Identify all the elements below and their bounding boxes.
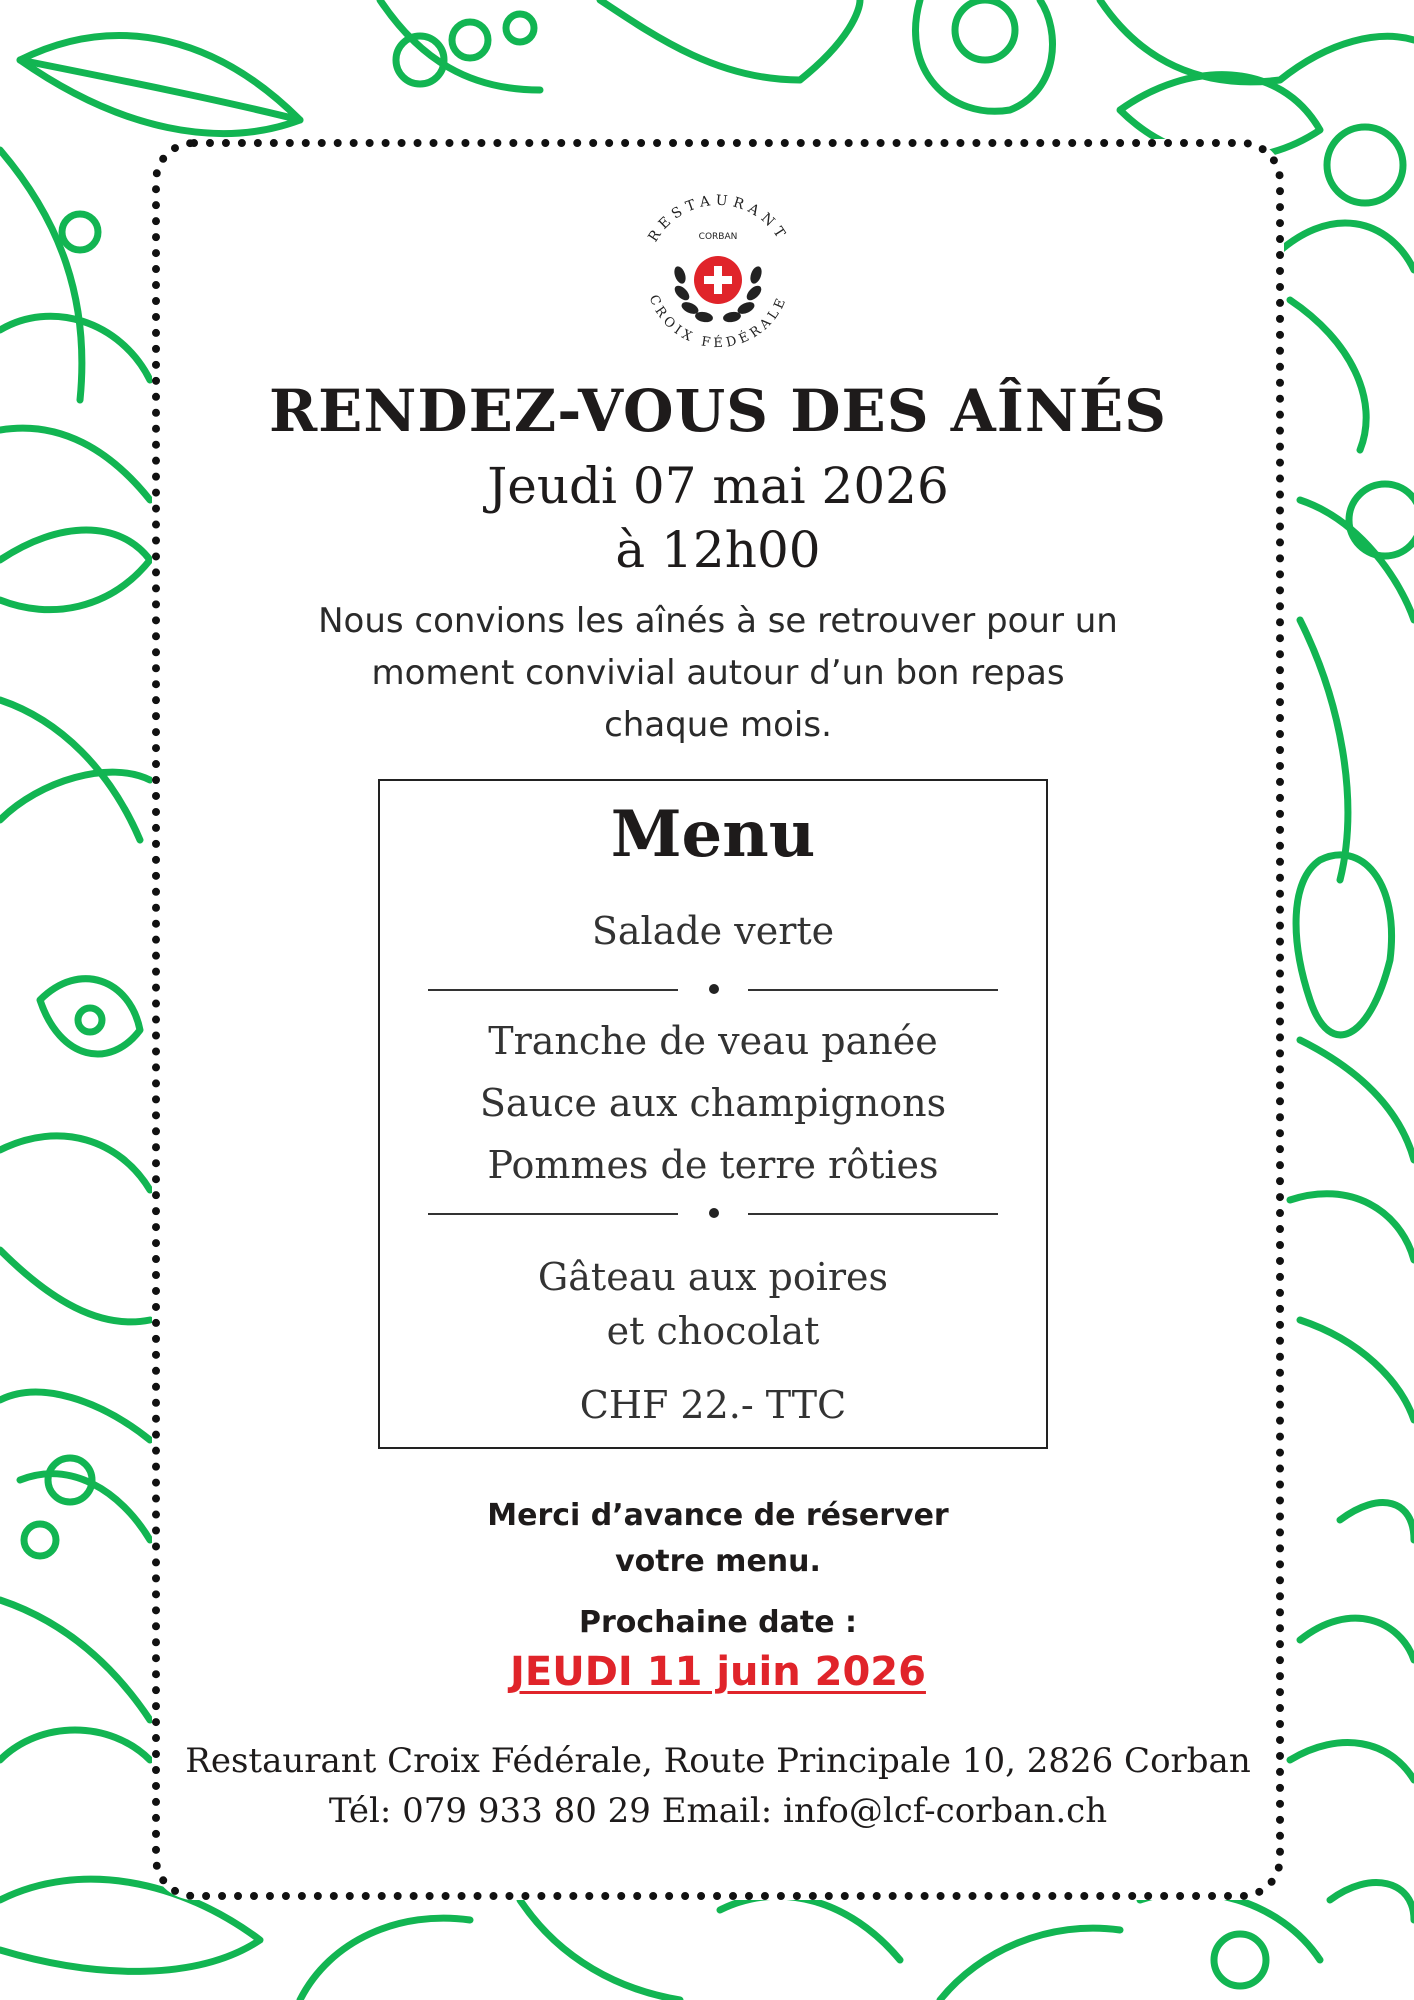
intro-line: chaque mois.: [604, 705, 832, 745]
menu-separator: [428, 1203, 998, 1223]
contact-address: Restaurant Croix Fédérale, Route Principale 10, 2826 Corban: [185, 1741, 1251, 1781]
menu-starter: Salade verte: [591, 909, 835, 953]
menu-price: CHF 22.- TTC: [579, 1383, 847, 1427]
menu-separator: [428, 979, 998, 999]
menu-main-item: Pommes de terre rôties: [487, 1143, 939, 1187]
logo-top-arc: RESTAURANT: [645, 192, 791, 245]
event-date: Jeudi 07 mai 2026: [487, 457, 949, 515]
contact-phone-email: Tél: 079 933 80 29 Email: info@lcf-corban.ch: [328, 1791, 1108, 1831]
restaurant-logo: [618, 175, 818, 375]
event-title: RENDEZ-VOUS DES AÎNÉS: [268, 377, 1168, 445]
invitation-card: [152, 139, 1284, 1900]
intro-line: Nous convions les aînés à se retrouver pour un: [318, 601, 1118, 641]
reservation-line: votre menu.: [615, 1544, 821, 1579]
logo-bottom-arc: CROIX FÉDÉRALE: [645, 292, 791, 352]
next-date-label: Prochaine date :: [578, 1605, 858, 1640]
menu-main-item: Sauce aux champignons: [479, 1081, 947, 1125]
reservation-note: [160, 1493, 1276, 1585]
logo-center-text: CORBAN: [698, 232, 738, 242]
swiss-cross-icon: [694, 256, 742, 304]
contact-info: [160, 1736, 1276, 1836]
menu-dessert: et chocolat: [606, 1309, 820, 1353]
intro-line: moment convivial autour d’un bon repas: [371, 653, 1065, 693]
menu-title: Menu: [610, 797, 816, 872]
event-time: à 12h00: [615, 521, 821, 579]
menu-dessert: Gâteau aux poires: [537, 1255, 889, 1299]
event-intro: [160, 595, 1276, 751]
menu-main-item: Tranche de veau panée: [488, 1019, 938, 1063]
next-date: JEUDI 11 juin 2026: [510, 1649, 926, 1695]
reservation-line: Merci d’avance de réserver: [487, 1498, 949, 1533]
menu-box: [378, 779, 1048, 1449]
